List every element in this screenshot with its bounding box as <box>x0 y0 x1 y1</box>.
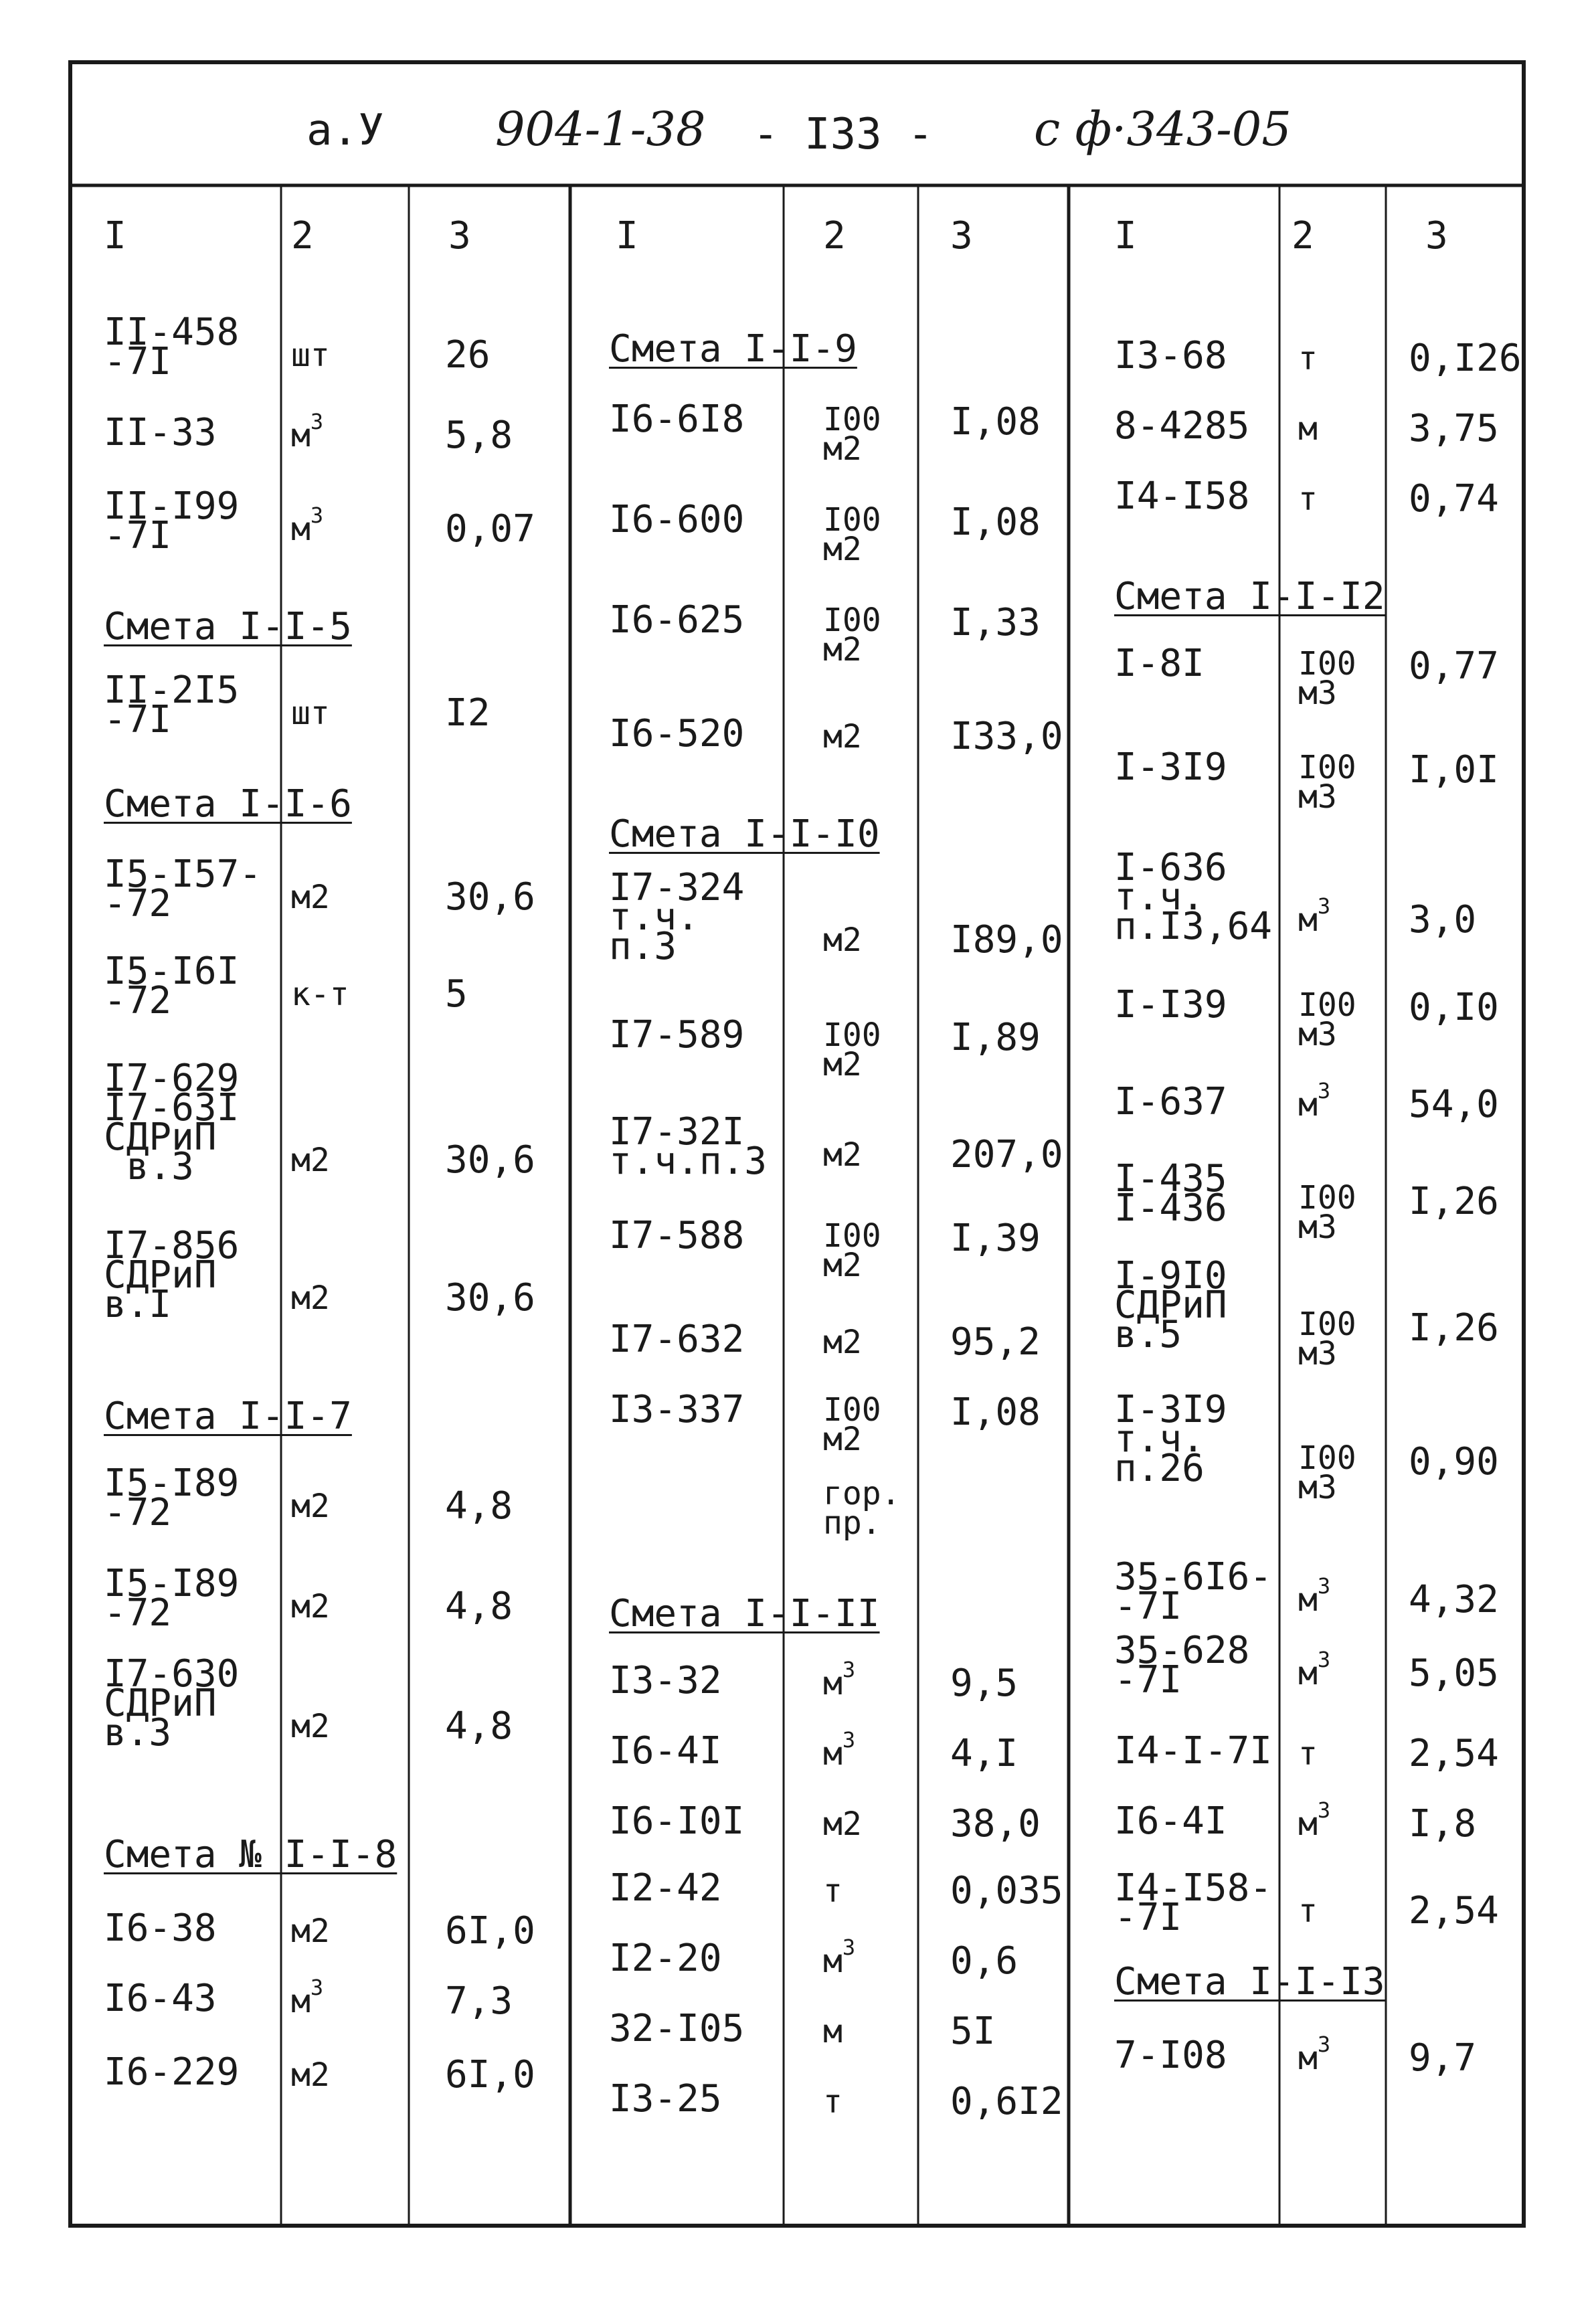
item-code: I7-324 т.ч. п.3 <box>609 866 745 968</box>
item-code: I-I39 <box>1114 983 1227 1027</box>
item-unit: $м^3$ <box>291 409 324 454</box>
column-header: 3 <box>950 214 973 258</box>
item-quantity: 9,5 <box>950 1662 1018 1705</box>
item-quantity: 0,I0 <box>1409 986 1499 1029</box>
item-quantity: 0,90 <box>1409 1440 1499 1484</box>
sheet-label: а.У <box>306 106 384 155</box>
item-code: I6-600 <box>609 498 745 541</box>
estimate-section-heading: Смета I-I-I2 <box>1114 575 1385 618</box>
item-unit: $м^3$ <box>1298 1797 1331 1843</box>
item-quantity: I,89 <box>950 1016 1041 1059</box>
item-code: I7-32I т.ч.п.3 <box>609 1110 768 1183</box>
column-header: I <box>616 214 638 258</box>
item-unit: т <box>1298 1892 1318 1930</box>
item-unit: I00 м2 <box>823 602 881 669</box>
item-unit: т <box>1298 1735 1318 1773</box>
item-quantity: 2,54 <box>1409 1732 1499 1775</box>
item-quantity: I,26 <box>1409 1306 1499 1350</box>
item-quantity: 0,6 <box>950 1939 1018 1983</box>
item-code: I3-32 <box>609 1659 722 1702</box>
item-unit: $м^3$ <box>1298 1573 1331 1619</box>
item-unit: т <box>1298 480 1318 518</box>
item-code: I6-6I8 <box>609 397 745 441</box>
item-unit: $м^3$ <box>1298 893 1331 939</box>
item-quantity: 0,035 <box>950 1869 1063 1913</box>
item-unit: $м^3$ <box>1298 2032 1331 2077</box>
item-unit: $м^3$ <box>823 1935 856 1980</box>
item-unit: шт <box>291 337 330 374</box>
estimate-section-heading: Смета I-I-7 <box>104 1395 352 1438</box>
item-code: I6-625 <box>609 598 745 642</box>
item-quantity: 207,0 <box>950 1133 1063 1176</box>
item-unit: I00 м3 <box>1298 749 1356 816</box>
item-unit: I00 м3 <box>1298 1306 1356 1372</box>
item-code: I6-520 <box>609 712 745 756</box>
item-code: 8-4285 <box>1114 404 1250 448</box>
item-quantity: I,26 <box>1409 1180 1499 1223</box>
item-unit: м2 <box>291 1708 330 1745</box>
item-unit: м2 <box>823 1136 862 1174</box>
item-code: I4-I-7I <box>1114 1729 1273 1773</box>
item-unit: $м^3$ <box>823 1657 856 1702</box>
item-code: I5-I6I -72 <box>104 950 240 1023</box>
item-quantity: 6I,0 <box>445 2053 535 2097</box>
item-quantity: 26 <box>445 333 491 377</box>
item-unit: I00 м2 <box>823 1391 881 1458</box>
item-code: I-636 т.ч. п.I3,64 <box>1114 846 1273 948</box>
item-quantity: 0,77 <box>1409 644 1499 688</box>
item-code: I-637 <box>1114 1080 1227 1124</box>
item-quantity: 30,6 <box>445 875 535 919</box>
item-code: I5-I89 -72 <box>104 1562 240 1635</box>
item-code: I7-629 I7-63I СДРиП в.3 <box>104 1057 240 1188</box>
item-unit: I00 м2 <box>823 1016 881 1083</box>
item-quantity: 4,32 <box>1409 1578 1499 1621</box>
item-code: I3-68 <box>1114 334 1227 377</box>
item-code: I7-589 <box>609 1013 745 1057</box>
item-code: I7-588 <box>609 1214 745 1257</box>
item-code: I5-I89 -72 <box>104 1461 240 1534</box>
item-unit: м2 <box>291 1142 330 1179</box>
item-unit: I00 м3 <box>1298 1439 1356 1506</box>
item-code: I2-20 <box>609 1937 722 1980</box>
estimate-section-heading: Смета I-I-I3 <box>1114 1960 1385 2004</box>
item-unit: $м^3$ <box>823 1727 856 1773</box>
project-code: 904-1-38 <box>495 102 706 157</box>
estimate-section-heading: Смета I-I-9 <box>609 327 857 371</box>
item-code: I-8I <box>1114 642 1205 685</box>
column-header: 2 <box>291 214 314 258</box>
item-quantity: I,33 <box>950 601 1041 644</box>
item-code: I6-38 <box>104 1906 217 1950</box>
column-header: 3 <box>1425 214 1448 258</box>
item-unit: т <box>1298 340 1318 377</box>
estimate-section-heading: Смета № I-I-8 <box>104 1833 397 1876</box>
item-unit: м2 <box>823 718 862 756</box>
item-code: I6-4I <box>609 1729 722 1773</box>
item-quantity: 9,7 <box>1409 2036 1477 2080</box>
item-unit: $м^3$ <box>1298 1078 1331 1124</box>
item-code: I4-I58- -7I <box>1114 1866 1273 1939</box>
item-code: I-435 I-436 <box>1114 1157 1227 1230</box>
item-unit: I00 м3 <box>1298 986 1356 1053</box>
item-code: 32-I05 <box>609 2007 745 2050</box>
item-quantity: 0,6I2 <box>950 2080 1063 2123</box>
estimate-section-heading: Смета I-I-5 <box>104 605 352 648</box>
item-unit: т <box>823 1872 843 1910</box>
item-unit: I00 м3 <box>1298 645 1356 712</box>
item-code: I-9I0 СДРиП в.5 <box>1114 1254 1227 1356</box>
item-unit: м2 <box>823 1324 862 1361</box>
item-unit: м <box>823 2013 843 2050</box>
item-quantity: 95,2 <box>950 1320 1041 1364</box>
item-quantity: 4,I <box>950 1732 1018 1775</box>
item-code: I7-632 <box>609 1318 745 1361</box>
item-unit: м2 <box>291 1488 330 1525</box>
item-code: I6-43 <box>104 1977 217 2020</box>
item-quantity: 2,54 <box>1409 1889 1499 1933</box>
item-unit: м2 <box>291 1913 330 1950</box>
item-quantity: I,8 <box>1409 1802 1477 1846</box>
item-quantity: 0,07 <box>445 507 535 551</box>
item-quantity: I,08 <box>950 400 1041 444</box>
item-quantity: 4,8 <box>445 1484 513 1528</box>
item-quantity: I2 <box>445 691 491 735</box>
item-unit: м2 <box>291 2056 330 2094</box>
item-quantity: 30,6 <box>445 1138 535 1182</box>
item-quantity: 0,I26 <box>1409 337 1522 380</box>
item-code: I7-856 СДРиП в.I <box>104 1224 240 1326</box>
item-code: I5-I57- -72 <box>104 853 262 925</box>
item-quantity: I,08 <box>950 501 1041 544</box>
item-code: 35-628 -7I <box>1114 1629 1250 1702</box>
item-quantity: I33,0 <box>950 715 1063 758</box>
item-quantity: I89,0 <box>950 918 1063 962</box>
item-unit: I00 м3 <box>1298 1179 1356 1246</box>
item-unit: м2 <box>291 879 330 916</box>
item-code: I7-630 СДРиП в.3 <box>104 1652 240 1755</box>
item-code: I-3I9 т.ч. п.26 <box>1114 1388 1227 1490</box>
item-quantity: 4,8 <box>445 1704 513 1748</box>
item-code: I3-25 <box>609 2077 722 2121</box>
item-code: II-458 -7I <box>104 310 240 383</box>
estimate-section-heading: Смета I-I-6 <box>104 782 352 826</box>
page-number: - I33 - <box>753 110 934 159</box>
estimate-section-heading: Смета I-I-II <box>609 1592 880 1635</box>
item-quantity: 30,6 <box>445 1276 535 1320</box>
document-code: с ф·343-05 <box>1034 102 1292 157</box>
item-quantity: 6I,0 <box>445 1909 535 1953</box>
item-code: I3-337 <box>609 1388 745 1431</box>
item-quantity: I,0I <box>1409 748 1499 792</box>
item-code: I-3I9 <box>1114 745 1227 789</box>
item-unit: $м^3$ <box>1298 1647 1331 1692</box>
item-unit: м2 <box>823 1805 862 1843</box>
item-unit: м2 <box>291 1588 330 1625</box>
item-code: I6-229 <box>104 2050 240 2094</box>
column-header: I <box>1114 214 1137 258</box>
item-quantity: I,39 <box>950 1217 1041 1260</box>
item-quantity: 0,74 <box>1409 477 1499 521</box>
item-quantity: 5,05 <box>1409 1652 1499 1695</box>
column-header: 2 <box>1292 214 1314 258</box>
item-quantity: 4,8 <box>445 1585 513 1628</box>
item-code: 7-I08 <box>1114 2034 1227 2077</box>
item-unit: шт <box>291 695 330 732</box>
item-quantity: 3,0 <box>1409 898 1477 942</box>
item-quantity: 38,0 <box>950 1802 1041 1846</box>
column-header: 2 <box>823 214 846 258</box>
item-unit: $м^3$ <box>291 1975 324 2020</box>
column-header: I <box>104 214 126 258</box>
item-quantity: I,08 <box>950 1391 1041 1434</box>
item-code: II-2I5 -7I <box>104 669 240 741</box>
item-quantity: 5,8 <box>445 414 513 457</box>
item-quantity: 5I <box>950 2010 996 2053</box>
item-unit: м2 <box>291 1279 330 1317</box>
item-unit: м2 <box>823 921 862 959</box>
item-quantity: 54,0 <box>1409 1083 1499 1126</box>
item-code: I2-42 <box>609 1866 722 1910</box>
item-unit: I00 м2 <box>823 501 881 568</box>
item-unit: к-т <box>291 976 349 1013</box>
item-quantity: 3,75 <box>1409 407 1499 450</box>
item-code: I6-I0I <box>609 1799 745 1843</box>
item-code: I4-I58 <box>1114 474 1250 518</box>
item-unit: м <box>1298 410 1318 448</box>
item-unit: т <box>823 2083 843 2121</box>
column-header: 3 <box>448 214 471 258</box>
item-unit: гор. пр. <box>823 1475 901 1542</box>
estimate-section-heading: Смета I-I-I0 <box>609 812 880 856</box>
item-unit: $м^3$ <box>291 503 324 548</box>
item-code: II-33 <box>104 411 217 454</box>
item-code: II-I99 -7I <box>104 484 240 557</box>
item-quantity: 5 <box>445 972 468 1016</box>
item-unit: I00 м2 <box>823 401 881 468</box>
item-quantity: 7,3 <box>445 1979 513 2023</box>
item-code: I6-4I <box>1114 1799 1227 1843</box>
item-code: 35-6I6- -7I <box>1114 1555 1273 1628</box>
item-unit: I00 м2 <box>823 1217 881 1284</box>
